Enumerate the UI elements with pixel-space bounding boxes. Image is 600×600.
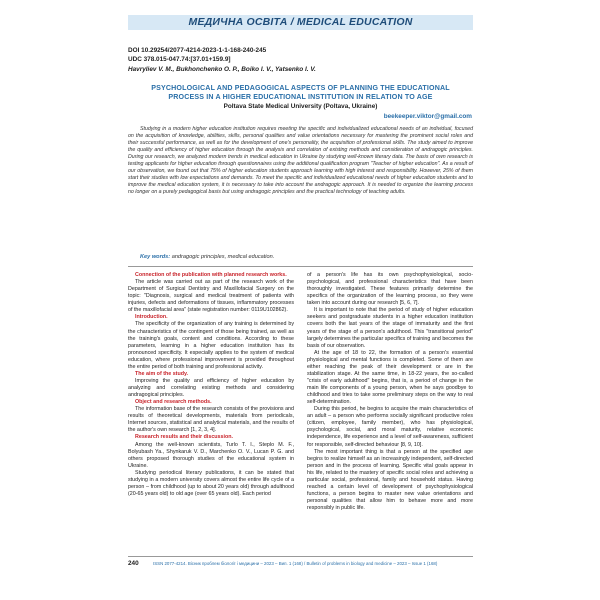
keywords xyxy=(140,254,274,261)
body-paragraph: It is important to note that the period of study of higher education seekers and postgraduate students in a higher education institution covers both the last years of the stage of immaturity and the first years of the stage of a person's adulthood. This "transitional period" largely determines the particular specifics of training and becomes the basis of our observation. xyxy=(307,307,473,349)
doi: DOI 10.29254/2077-4214-2023-1-1-168-240-245 xyxy=(128,47,267,54)
body-paragraph: The most important thing is that a person at the specified age begins to realize himself as an increasingly independent, self-directed person and in the process of learning. Specific vital goals appear in his life, related to the mastery of specific social roles and achieving a particular social, professional, family and household status. Having reached a certain level of development of psychophysiological functions, a person begins to master new value orientations and personal qualities that allow him to behave more and more responsibly in public life. xyxy=(307,448,473,512)
footer-divider xyxy=(128,556,473,557)
section-heading: The aim of the study. xyxy=(135,370,189,377)
body-paragraph: of a person's life has its own psychophysiological, socio-psychological, and professional characteristics that have been thoroughly investigated. These features primarily determine the specifics of the organization of the learning process, so they were taken into account during our research [5, 6, 7]. xyxy=(307,272,473,307)
body-paragraph: The specificity of the organization of any training is determined by the characteristics of the contingent of those being trained, as well as the training's goals, content and conditions. According to these parameters, learning in a higher education institution has its pronounced specificity. It especially applies to the system of medical education, where professional improvement is provided throughout the entire period of both training and professional activity. xyxy=(128,321,294,370)
body-paragraph: Studying periodical literary publications, it can be stated that studying in a modern university covers almost the entire life cycle of a person – from childhood (up to about 20 years old) through adulthood (20-65 years old) to old age (over 65 years old). Each period xyxy=(128,469,294,497)
keywords-label: Key words: xyxy=(140,254,171,260)
left-column xyxy=(128,272,294,498)
paper-title-line-1: PSYCHOLOGICAL AND PEDAGOGICAL ASPECTS OF PLANNING THE EDUCATIONAL xyxy=(151,84,450,92)
keywords-text: andragogic principles, medical education. xyxy=(170,254,275,260)
divider xyxy=(128,266,473,267)
body-paragraph: During this period, he begins to acquire the main characteristics of an adult – a person who performs socially significant productive roles (citizen, employee, family member), who has physiological, psychological, social, and moral maturity, relative economic independence, life experience and a level of self-awareness, sufficient for responsible, self-directed behaviour [8, 9, 10]. xyxy=(307,406,473,448)
page-number: 240 xyxy=(128,560,139,567)
udc: UDC 378.015-047.74:[37.01+159.9] xyxy=(128,56,231,63)
footer-citation: ISSN 2077-4214. Вісник проблем біології і медицини – 2023 – Вип. 1 (168) / Bulletin of problems in biology and medicine – 2023 – Issue 1 (168) xyxy=(153,561,438,566)
right-column xyxy=(307,272,473,512)
section-heading: Introduction. xyxy=(135,314,168,321)
paper-title-line-2: PROCESS IN A HIGHER EDUCATIONAL INSTITUTION IN RELATION TO AGE xyxy=(168,93,433,101)
paper-title xyxy=(128,84,473,102)
author-email[interactable]: beekeeper.viktor@gmail.com xyxy=(383,113,472,120)
body-paragraph: Among the well-known scientists, Turlo T. I., Steplo M. F., Bolyubash Ya., Shynkaruk V. D., Marchenko O. V., Lucan P. G. and others proposed thorough studies of the educational system in Ukraine. xyxy=(128,441,294,469)
section-heading: Research results and their discussion. xyxy=(135,434,234,441)
body-paragraph: The article was carried out as part of the research work of the Department of Surgical Dentistry and Maxillofacial Surgery on the topic: "Diagnosis, surgical and medical treatment of patients with injuries, defects and deformations of tissues, inflammatory processes of the maxillofacial area" (state registration number: 0119U102862). xyxy=(128,279,294,314)
journal-section-title: МЕДИЧНА ОСВІТА / MEDICAL EDUCATION xyxy=(188,16,413,28)
affiliation: Poltava State Medical University (Poltava, Ukraine) xyxy=(223,103,378,110)
body-paragraph: At the age of 18 to 22, the formation of a person's essential physiological and mental functions is completed. Some of them are either reaching the peak of their development or are in the stabilization stage. At the same time, in 18-22 years, the so-called "crisis of early adulthood" begins, that is, a period of change in the main life components of a young person, when he says goodbye to childhood and tries to take some preliminary steps on the way to real self-determination. xyxy=(307,349,473,406)
abstract: Studying in a modern higher education institution requires meeting the specific and individualized educational needs of an individual, focused on the acquisition of knowledge, abilities, skills, personal qualities and value orientations necessary for mastering the prominent social roles and their successful performance, as well as for the development of one's personality, the acquisition of professional skills. The study aimed to improve the quality and efficiency of higher education through the analysis and correlation of existing methods and consideration of andragogic principles. During our research, we analyzed modern trends in medical education in Ukraine by studying well-known literary data. The basis of own research is testing applicants for higher education through questionnaires using the additional qualification program "Teacher of higher education". As a result of our observation, we found out that 75% of higher education students approach learning with high interest and responsibility. However, 25% of them start their studies with low expectations and demands. To meet the specific and individualized educational needs of higher education students and to improve the medical education system, it is necessary to take into account the andragogic approach. It is needed to organize the learning process no longer on a purely pedagogical basis but using andragogic principles and the practical technology of teaching adults. xyxy=(128,126,473,196)
body-paragraph: The information base of the research consists of the provisions and results of theoretical developments, materials from periodicals, Internet sources, statistical and analytical materials, and the results of the author's own research [1, 2, 3, 4]. xyxy=(128,406,294,434)
section-heading: Object and research methods. xyxy=(135,399,212,406)
section-heading: Connection of the publication with planned research works. xyxy=(135,272,287,278)
body-paragraph: Improving the quality and efficiency of higher education by analyzing and correlating existing methods and considering andragogical principles. xyxy=(128,377,294,399)
authors: Havryliev V. M., Bukhonchenko O. P., Boiko I. V., Yatsenko I. V. xyxy=(128,66,316,73)
